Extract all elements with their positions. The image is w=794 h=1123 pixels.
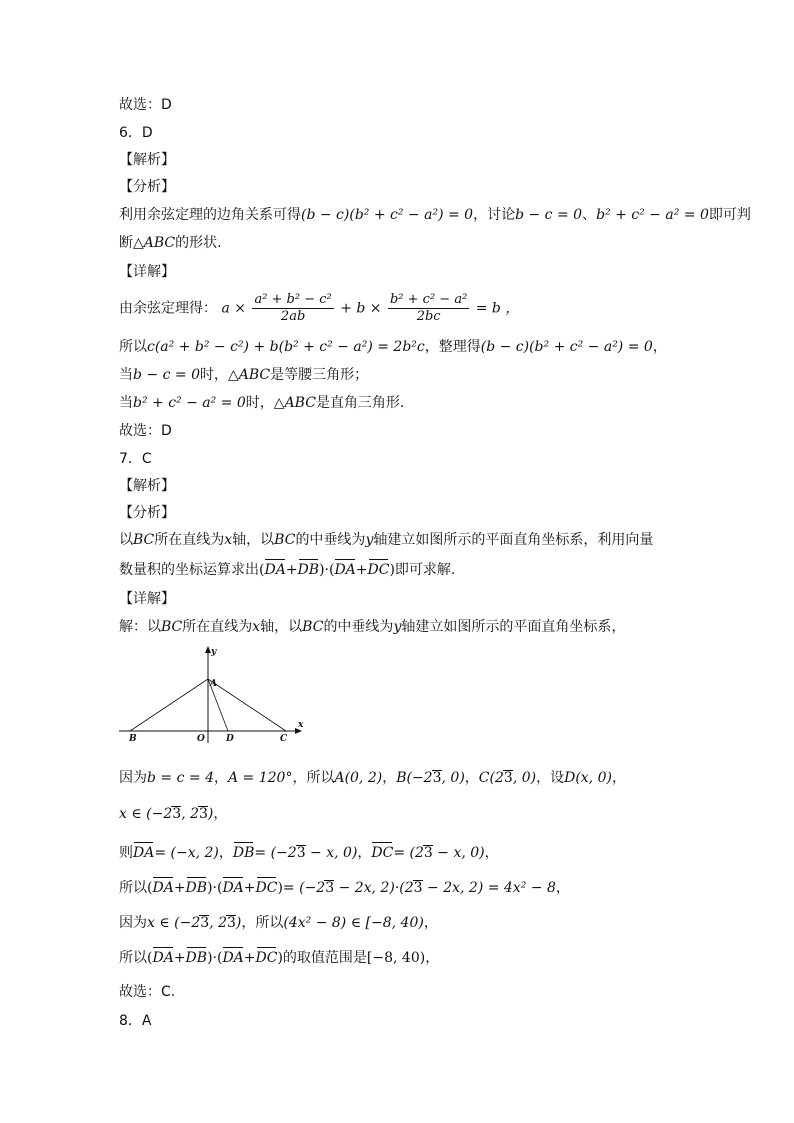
q6-analysis-line-1: 利用余弦定理的边角关系可得(b − c)(b² + c² − a²) = 0，讨论b − c = 0、b² + c² − a² = 0即可判 [119,207,751,223]
q6-case-2: 当b² + c² − a² = 0时，△ABC是直角三角形. [119,395,405,411]
label-point-d: D [226,734,234,744]
coordinate-figure [119,645,309,745]
q7-fenxi-label: 【分析】 [119,505,175,521]
label-point-a: A [210,679,217,689]
q6-analysis-line-2: 断△ABC的形状. [119,235,222,251]
question-6-heading: 6．D [119,125,153,141]
q7-given-values: 因为b = c = 4，A = 120°，所以A(0, 2)，B(−23, 0)，C(23, 0)，设D(x, 0)， [119,770,626,786]
q7-range-derivation: 因为x ∈ (−23, 23)，所以(4x² − 8) ∈ [−8, 40)， [119,915,438,931]
q7-dot-product: 所以(DA+DB)·(DA+DC)= (−23 − 2x, 2)·(23 − 2x, 2) = 4x² − 8， [119,880,570,896]
q6-jiexi-label: 【解析】 [119,152,175,168]
label-point-b: B [129,734,137,744]
label-point-o: O [197,734,205,744]
fraction-1: $\frac{\text{a² + b² − c²}}{2ab}$ [254,292,332,324]
q7-xiangjie-label: 【详解】 [119,591,175,607]
q6-xiangjie-label: 【详解】 [119,264,175,280]
segment-ac [208,679,286,731]
label-y-axis: y [211,647,217,657]
segment-ab [130,679,208,731]
q7-solution-line-1: 解：以BC所在直线为x轴，以BC的中垂线为y轴建立如图所示的平面直角坐标系， [119,619,626,635]
q7-answer: 故选：C. [119,984,176,1000]
label-x-axis: x [298,720,304,730]
q6-case-1: 当b − c = 0时，△ABC是等腰三角形； [119,367,369,383]
q6-cosine-law-line: 由余弦定理得： a × $\frac{\text{a² + b² − c²}}{2ab}$ + b × $\frac{\text{b² + c² − a²}}{2bc}$ = b ， [119,292,520,324]
line-answer-5: 故选：D [119,97,172,113]
q7-vectors: 则DA= (−x, 2)，DB= (−23 − x, 0)，DC= (23 − x, 0)， [119,845,499,861]
q6-fenxi-label: 【分析】 [119,179,175,195]
q7-analysis-line-1: 以BC所在直线为x轴，以BC的中垂线为y轴建立如图所示的平面直角坐标系，利用向量 [119,532,654,548]
q7-x-range: x ∈ (−23, 23)， [119,806,228,822]
q6-answer: 故选：D [119,423,172,439]
q7-range-result: 所以(DA+DB)·(DA+DC)的取值范围是[−8, 40)， [119,950,440,966]
label-point-c: C [280,734,288,744]
q7-analysis-line-2: 数量积的坐标运算求出(DA+DB)·(DA+DC)即可求解. [119,562,456,578]
fraction-2: $\frac{\text{b² + c² − a²}}{2bc}$ [389,292,468,324]
question-7-heading: 7．C [119,451,152,467]
question-8-heading: 8．A [119,1013,152,1029]
q6-derive-line: 所以c(a² + b² − c²) + b(b² + c² − a²) = 2b²c，整理得(b − c)(b² + c² − a²) = 0， [119,339,667,355]
q7-jiexi-label: 【解析】 [119,478,175,494]
